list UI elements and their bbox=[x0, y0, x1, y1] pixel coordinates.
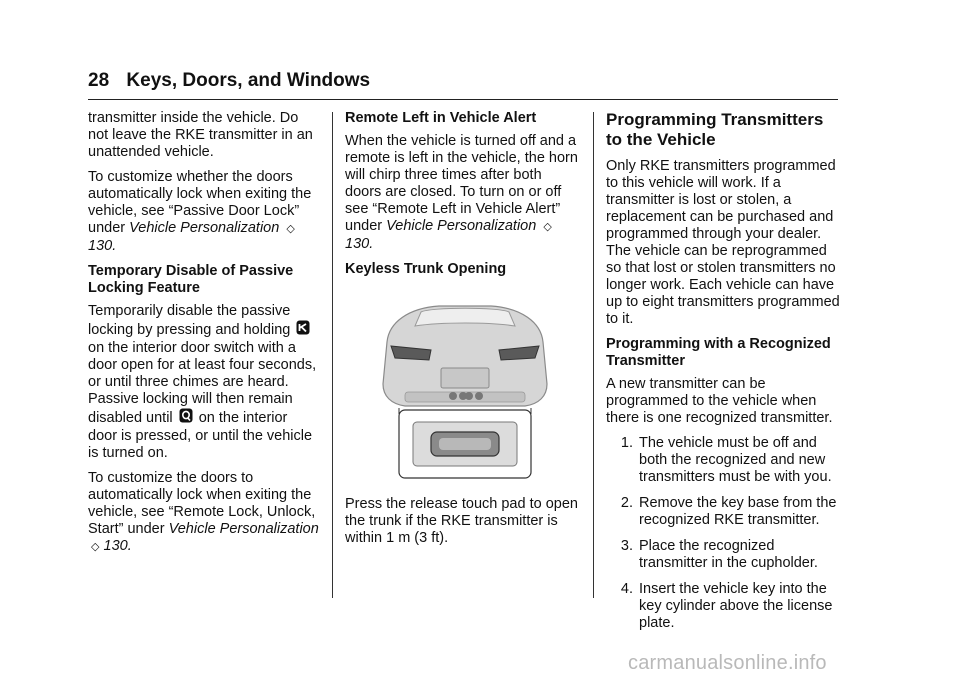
section-heading: Remote Left in Vehicle Alert bbox=[345, 110, 537, 126]
paragraph: Only RKE transmitters programmed to this vehicle will work. If a transmitter is lost or stolen, a replacement can be purchased and programmed through your dealer. The vehicle can be reprogrammed so that lost or stolen transmitters no longer work. Each vehicle can have up to eight transmitters programmed to it. bbox=[606, 158, 840, 327]
page-ref-icon: ◇ bbox=[543, 221, 552, 233]
list-item: 4. Insert the vehicle key into the key cylinder above the license plate. bbox=[620, 581, 833, 631]
page-ref-icon: ◇ bbox=[286, 223, 295, 235]
paragraph: When the vehicle is turned off and a remote is left in the vehicle, the horn will chirp three times after both doors are closed. To turn on or off see “Remote Left in Vehicle Alert” under Vehicle Personalization ◇ 130. bbox=[345, 133, 578, 252]
cross-reference-link[interactable]: Vehicle Personalization bbox=[168, 521, 319, 537]
page-reference[interactable]: 130 bbox=[345, 236, 370, 252]
lock-icon bbox=[296, 320, 310, 340]
list-item: 3. Place the recognized transmitter in the cupholder. bbox=[620, 538, 818, 571]
paragraph: A new transmitter can be programmed to the vehicle when there is one recognized transmitter. bbox=[606, 376, 833, 426]
column-2 bbox=[345, 110, 580, 555]
column-divider bbox=[593, 112, 594, 598]
column-divider bbox=[332, 112, 333, 598]
column-3 bbox=[606, 110, 841, 641]
rear-window bbox=[415, 308, 515, 326]
list-item: 1. The vehicle must be off and both the recognized and new transmitters must be with you. bbox=[620, 435, 832, 485]
exhaust-tip bbox=[465, 392, 473, 400]
list-item: 2. Remove the key base from the recognized RKE transmitter. bbox=[620, 495, 837, 528]
section-heading: Keyless Trunk Opening bbox=[345, 261, 507, 277]
exhaust-tip bbox=[449, 392, 457, 400]
section-heading: Programming Transmitters to the Vehicle bbox=[606, 110, 824, 149]
column-1 bbox=[88, 110, 320, 564]
page-header bbox=[88, 70, 838, 92]
page-reference[interactable]: 130 bbox=[103, 538, 128, 554]
paragraph: Temporarily disable the passive locking by pressing and holding on the interior door switch with a door open for at least four seconds, or until three chimes are heard. Passive locking will then remain disabled until on the interior door is pressed, or until the vehicle is turned on. bbox=[88, 303, 317, 461]
unlock-icon bbox=[179, 408, 193, 428]
license-plate-area bbox=[441, 368, 489, 388]
chapter-title: Keys, Doors, and Windows bbox=[126, 70, 371, 91]
header-rule bbox=[88, 99, 838, 100]
paragraph: To customize the doors to automatically lock when exiting the vehicle, see “Remote Lock, Unlock, Start” under Vehicle Personalization ◇ 130. bbox=[88, 470, 319, 554]
page-ref-icon: ◇ bbox=[91, 541, 100, 553]
trunk-release-illustration bbox=[369, 292, 561, 482]
exhaust-tip bbox=[475, 392, 483, 400]
section-heading: Temporary Disable of Passive Locking Feature bbox=[88, 263, 294, 296]
step-list bbox=[606, 435, 841, 632]
paragraph: transmitter inside the vehicle. Do not leave the RKE transmitter in an unattended vehicle. bbox=[88, 110, 313, 160]
paragraph: Press the release touch pad to open the trunk if the RKE transmitter is within 1 m (3 ft). bbox=[345, 496, 578, 546]
section-heading: Programming with a Recognized Transmitter bbox=[606, 336, 831, 369]
cross-reference-link[interactable]: Vehicle Personalization bbox=[386, 218, 537, 234]
paragraph: To customize whether the doors automatically lock when exiting the vehicle, see “Passive Door Lock” under Vehicle Personalization ◇ 130. bbox=[88, 169, 312, 254]
cross-reference-link[interactable]: Vehicle Personalization bbox=[129, 220, 280, 236]
watermark: carmanualsonline.info bbox=[628, 652, 827, 674]
page-reference[interactable]: 130 bbox=[88, 238, 113, 254]
page-number: 28 bbox=[88, 70, 110, 91]
